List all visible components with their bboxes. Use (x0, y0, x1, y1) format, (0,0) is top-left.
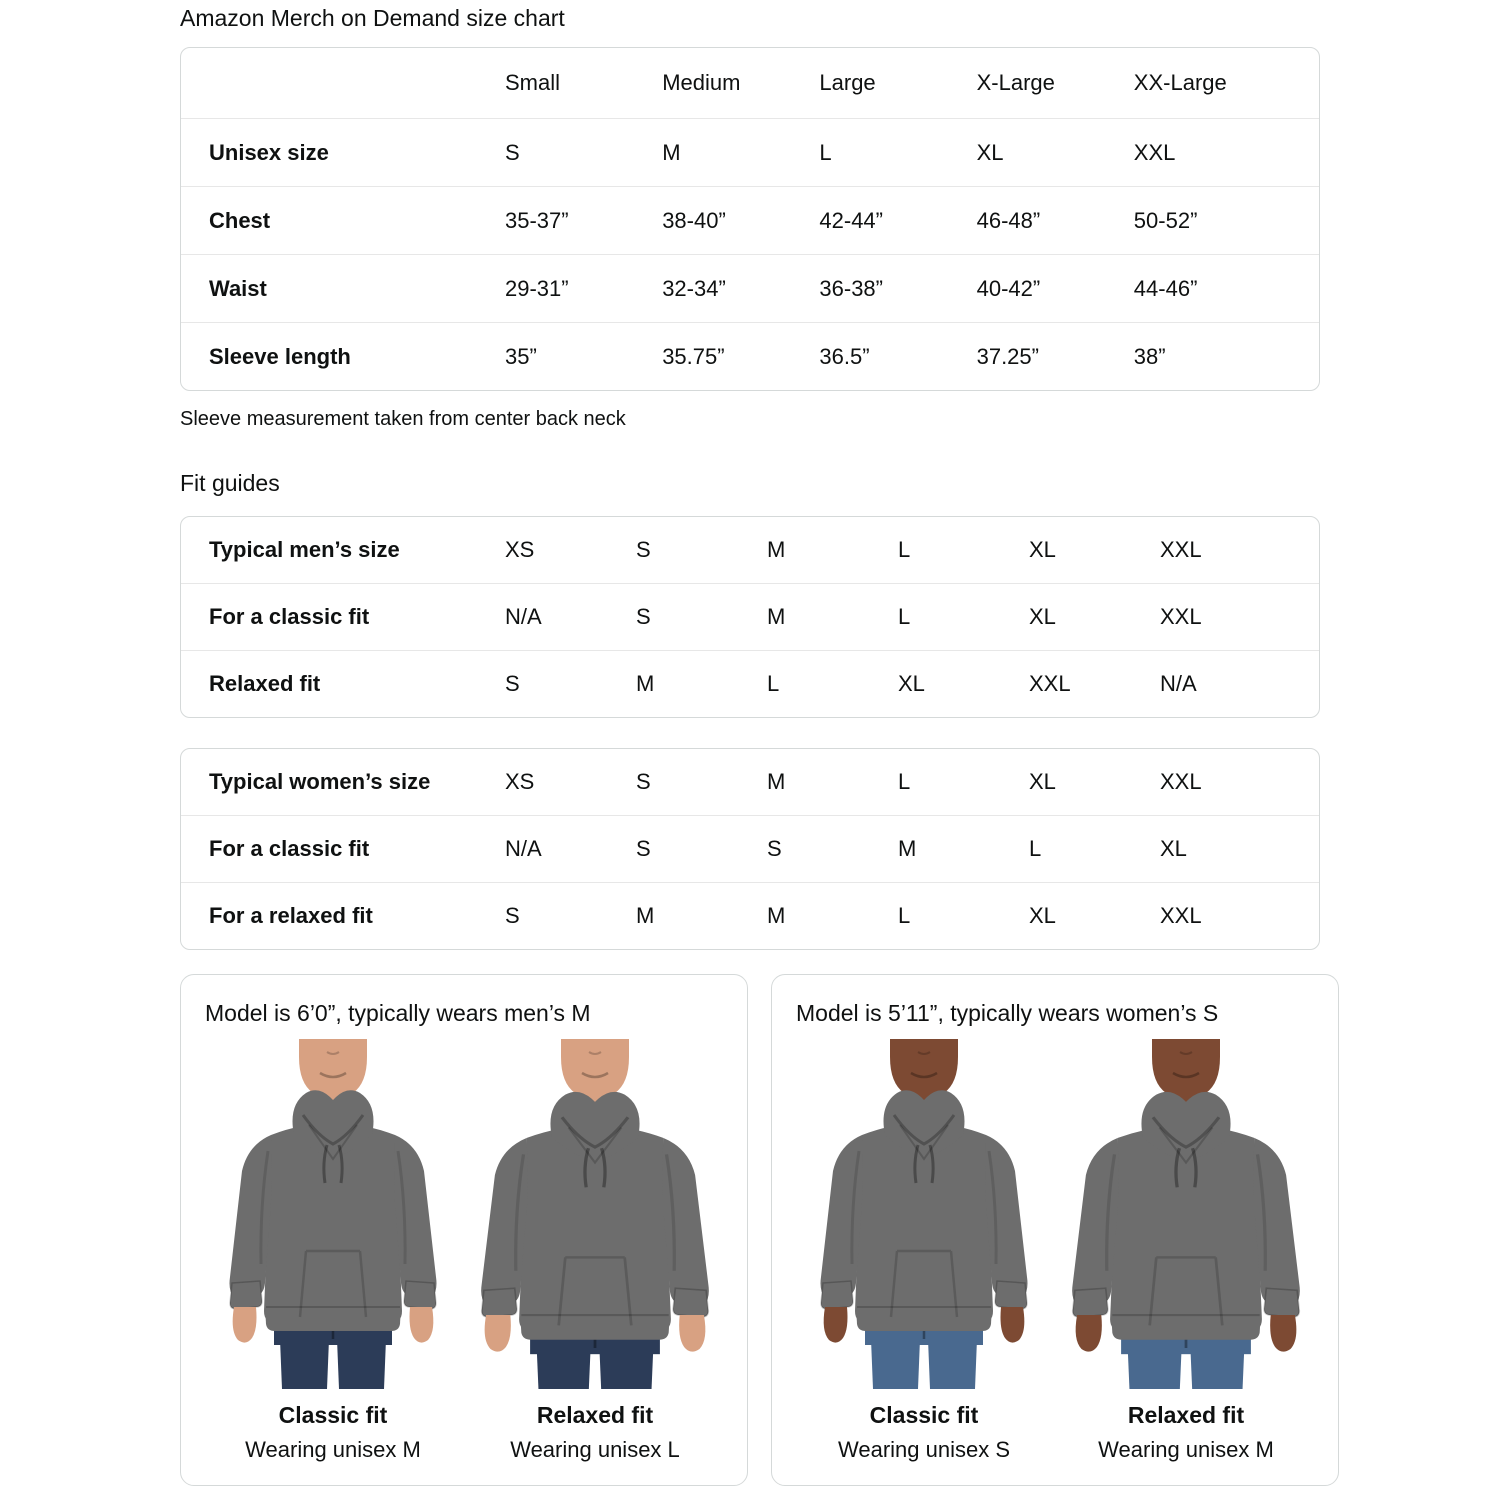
table-row-typical-womens-size (181, 749, 1319, 815)
cell-value: 36.5” (819, 343, 870, 369)
cell-value: 38” (1133, 343, 1166, 369)
table-row-sleeve-length (181, 322, 1319, 390)
column-header-x-large: X-Large (976, 70, 1055, 95)
figure-womens-relaxed-fit (1058, 1039, 1314, 1463)
cell-value: L (898, 604, 911, 629)
fit-name: Classic fit (278, 1402, 388, 1428)
cell-value: M (767, 537, 786, 562)
cell-value: S (636, 537, 651, 562)
cell-value: XL (1029, 537, 1056, 562)
fit-name: Classic fit (869, 1402, 979, 1428)
cell-value: N/A (505, 836, 542, 861)
wearing-label: Wearing unisex M (1098, 1437, 1274, 1462)
cell-value: XXL (1160, 604, 1202, 629)
cell-value: 29-31” (505, 275, 569, 301)
table-row-chest (181, 186, 1319, 254)
row-label: Typical women’s size (209, 769, 431, 794)
model-card-heading: Model is 6’0”, typically wears men’s M (205, 1000, 591, 1026)
wearing-label: Wearing unisex L (510, 1437, 680, 1462)
cell-value: XXL (1160, 903, 1202, 928)
table-row-unisex-size (181, 118, 1319, 186)
cell-value: S (636, 604, 651, 629)
model-photo-womens-classic-fit (799, 1039, 1049, 1389)
cell-value: M (767, 769, 786, 794)
cell-value: XL (1029, 903, 1056, 928)
cell-value: M (898, 836, 917, 861)
figure-mens-classic-fit (205, 1039, 461, 1463)
table-row-womens-relaxed-fit (181, 882, 1319, 949)
table-row-typical-mens-size (181, 517, 1319, 583)
cell-value: N/A (1160, 671, 1197, 696)
cell-value: M (767, 604, 786, 629)
wearing-label: Wearing unisex S (837, 1437, 1010, 1462)
cell-value: L (767, 671, 780, 696)
cell-value: XL (1160, 836, 1187, 861)
cell-value: S (505, 139, 520, 165)
row-label: For a relaxed fit (209, 903, 373, 928)
row-label: Unisex size (209, 139, 329, 165)
cell-value: M (636, 903, 655, 928)
cell-value: S (767, 836, 782, 861)
mens-fit-guide-table (180, 516, 1320, 718)
cell-value: XL (976, 139, 1004, 165)
model-photo-mens-relaxed-fit (470, 1039, 720, 1389)
column-header-large: Large (819, 70, 876, 95)
table-row-waist (181, 254, 1319, 322)
cell-value: L (1029, 836, 1042, 861)
row-label: Sleeve length (209, 343, 351, 369)
cell-value: 40-42” (976, 275, 1041, 301)
cell-value: XS (505, 537, 535, 562)
cell-value: L (898, 903, 911, 928)
figure-mens-relaxed-fit (467, 1039, 723, 1463)
cell-value: XL (1029, 604, 1056, 629)
cell-value: L (898, 537, 911, 562)
cell-value: XXL (1133, 139, 1176, 165)
cell-value: 38-40” (662, 207, 726, 233)
cell-value: 44-46” (1133, 275, 1198, 301)
cell-value: 35-37” (505, 207, 569, 233)
cell-value: S (636, 769, 651, 794)
table-row-mens-classic-fit (181, 583, 1319, 650)
womens-fit-guide-table (180, 748, 1320, 950)
cell-value: S (636, 836, 651, 861)
cell-value: XXL (1160, 769, 1202, 794)
model-cards (180, 974, 1320, 1486)
womens-model-card (771, 974, 1339, 1486)
cell-value: 42-44” (819, 207, 883, 233)
cell-value: M (767, 903, 786, 928)
cell-value: 46-48” (976, 207, 1041, 233)
fit-name: Relaxed fit (536, 1402, 654, 1428)
cell-value: N/A (505, 604, 542, 629)
cell-value: XS (505, 769, 535, 794)
column-header-small: Small (505, 70, 561, 95)
row-label: Waist (209, 275, 267, 301)
cell-value: XL (1029, 769, 1056, 794)
row-label: Typical men’s size (209, 537, 400, 562)
cell-value: 35.75” (662, 343, 725, 369)
cell-value: 32-34” (662, 275, 726, 301)
cell-value: S (505, 671, 520, 696)
column-header-medium: Medium (662, 70, 741, 95)
cell-value: 35” (505, 343, 537, 369)
cell-value: 37.25” (976, 343, 1039, 369)
size-chart-table (180, 47, 1320, 391)
cell-value: L (898, 769, 911, 794)
mens-model-card (180, 974, 748, 1486)
column-header-xx-large: XX-Large (1133, 70, 1227, 95)
row-label: For a classic fit (209, 604, 370, 629)
figure-womens-classic-fit (796, 1039, 1052, 1463)
table-row-womens-classic-fit (181, 815, 1319, 882)
model-figures (796, 1039, 1314, 1463)
row-label: For a classic fit (209, 836, 370, 861)
table-row-mens-relaxed-fit (181, 650, 1319, 717)
cell-value: S (505, 903, 520, 928)
cell-value: XL (898, 671, 925, 696)
cell-value: L (819, 139, 832, 165)
model-figures (205, 1039, 723, 1463)
sleeve-measurement-note: Sleeve measurement taken from center back neck (180, 408, 626, 430)
model-photo-mens-classic-fit (208, 1039, 458, 1389)
size-chart-header-row (181, 48, 1319, 118)
cell-value: XXL (1029, 671, 1071, 696)
page-title: Amazon Merch on Demand size chart (180, 5, 565, 31)
cell-value: 50-52” (1133, 207, 1198, 233)
cell-value: 36-38” (819, 275, 883, 301)
fit-guides-heading: Fit guides (180, 470, 280, 496)
wearing-label: Wearing unisex M (245, 1437, 421, 1462)
cell-value: M (662, 139, 681, 165)
row-label: Chest (209, 207, 271, 233)
model-photo-womens-relaxed-fit (1061, 1039, 1311, 1389)
row-label: Relaxed fit (209, 671, 321, 696)
cell-value: XXL (1160, 537, 1202, 562)
fit-name: Relaxed fit (1127, 1402, 1245, 1428)
model-card-heading: Model is 5’11”, typically wears women’s S (796, 1000, 1219, 1026)
cell-value: M (636, 671, 655, 696)
